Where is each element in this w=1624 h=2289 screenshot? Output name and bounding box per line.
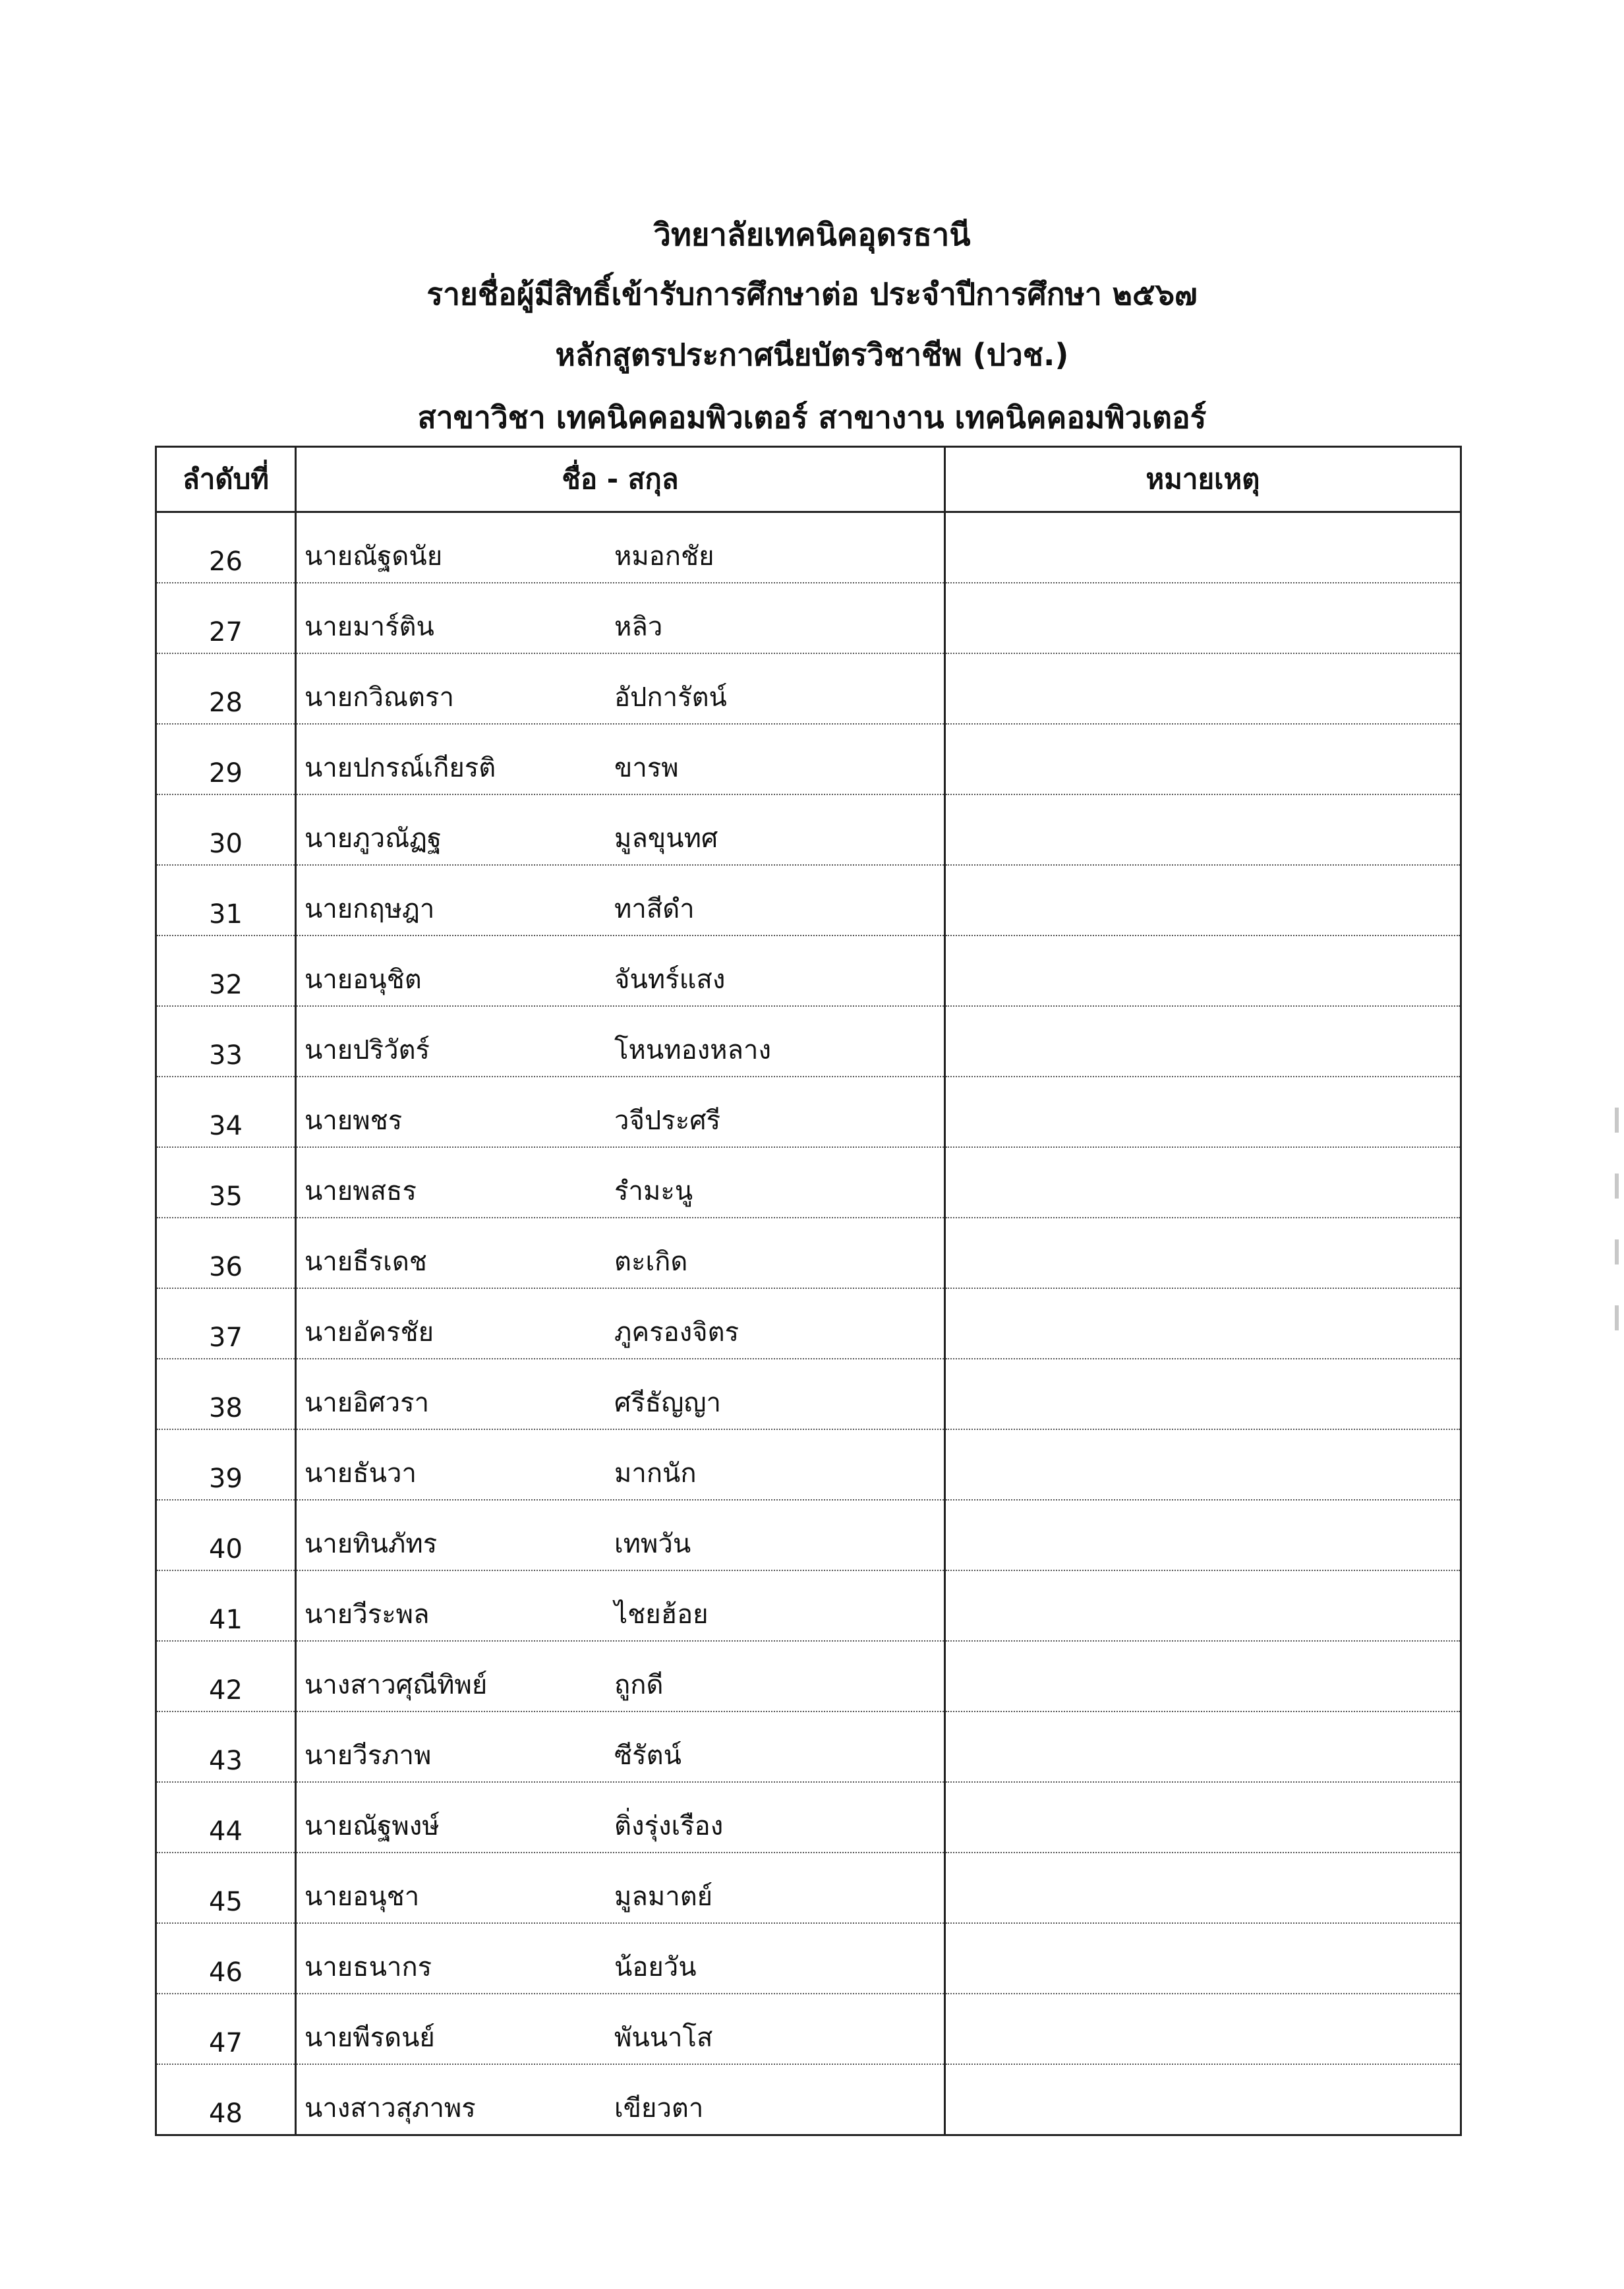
student-roster-table [155,446,1462,2136]
last-name: หลิว [614,612,663,642]
institution-title: วิทยาลัยเทคนิคอุดรธานี [653,217,971,253]
last-name: ซีรัตน์ [614,1740,682,1771]
row-number: 27 [156,583,296,653]
row-full-name [296,2064,945,2135]
row-number: 48 [156,2064,296,2135]
row-note [945,936,1461,1006]
table-row [156,1641,1461,1711]
last-name: มูลขุนทศ [614,823,718,854]
row-note [945,1359,1461,1429]
row-full-name [296,724,945,794]
row-note [945,1218,1461,1288]
row-number: 29 [156,724,296,794]
row-full-name [296,1500,945,1570]
first-name: นายพสธร [304,1176,417,1206]
row-note [945,512,1461,583]
last-name: หมอกชัย [614,541,714,572]
table-row [156,1711,1461,1782]
first-name: นายวีรภาพ [304,1740,432,1771]
row-full-name [296,1429,945,1500]
header-note: หมายเหตุ [945,447,1461,512]
table-row [156,1782,1461,1853]
table-row [156,1359,1461,1429]
row-note [945,1782,1461,1853]
first-name: นายภูวณัฏฐ [304,823,442,854]
last-name: มูลมาตย์ [614,1882,713,1912]
last-name: มากนัก [614,1458,697,1489]
row-full-name [296,1782,945,1853]
first-name: นายพชร [304,1106,403,1136]
last-name: จันทร์แสง [614,965,726,995]
row-note [945,1077,1461,1147]
first-name: นายมาร์ติน [304,612,434,642]
table-row [156,653,1461,724]
row-full-name [296,1077,945,1147]
row-number: 32 [156,936,296,1006]
first-name: นายกฤษฎา [304,894,435,924]
row-full-name [296,865,945,936]
first-name: นายวีระพล [304,1599,430,1630]
scan-edge-marks [1615,1108,1620,1371]
table-row [156,936,1461,1006]
row-note [945,1006,1461,1077]
table-body [156,512,1461,2135]
row-note [945,1711,1461,1782]
row-number: 33 [156,1006,296,1077]
first-name: นายอนุชา [304,1882,420,1912]
first-name: นายอัครชัย [304,1317,434,1348]
row-number: 44 [156,1782,296,1853]
row-note [945,1923,1461,1994]
row-number: 45 [156,1853,296,1923]
row-number: 41 [156,1570,296,1641]
row-full-name [296,1570,945,1641]
table-row [156,1288,1461,1359]
first-name: นายพีรดนย์ [304,2023,435,2053]
table-row [156,1077,1461,1147]
first-name: นายกวิณตรา [304,682,454,713]
table-row [156,1429,1461,1500]
row-note [945,1853,1461,1923]
first-name: นายอนุชิต [304,965,422,995]
row-full-name [296,1923,945,1994]
last-name: น้อยวัน [614,1952,697,1982]
last-name: ถูกดี [614,1670,664,1700]
table-row [156,1500,1461,1570]
scan-mark [1615,1305,1619,1330]
row-note [945,865,1461,936]
last-name: โหนทองหลาง [614,1035,771,1065]
first-name: นายธนากร [304,1952,432,1982]
row-full-name [296,1359,945,1429]
row-full-name [296,1288,945,1359]
table-row [156,724,1461,794]
last-name: เขียวตา [614,2093,704,2124]
last-name: อัปการัตน์ [614,682,727,713]
last-name: ติ่งรุ่งเรือง [614,1811,724,1841]
row-note [945,1641,1461,1711]
table-row [156,1218,1461,1288]
scan-mark [1615,1174,1619,1199]
row-note [945,1288,1461,1359]
row-full-name [296,1853,945,1923]
row-full-name [296,1711,945,1782]
row-note [945,1570,1461,1641]
header-name: ชื่อ - สกุล [296,447,945,512]
first-name: นางสาวสุภาพร [304,2093,476,2124]
row-number: 31 [156,865,296,936]
row-number: 37 [156,1288,296,1359]
row-number: 39 [156,1429,296,1500]
row-number: 36 [156,1218,296,1288]
table-row [156,2064,1461,2135]
row-note [945,724,1461,794]
first-name: นางสาวศุณีทิพย์ [304,1670,488,1700]
row-number: 47 [156,1994,296,2064]
row-number: 35 [156,1147,296,1218]
major-title: สาขาวิชา เทคนิคคอมพิวเตอร์ สาขางาน เทคนิคคอมพิวเตอร์ [417,400,1207,435]
last-name: ภูครองจิตร [614,1317,740,1348]
table-row [156,512,1461,583]
table-row [156,1923,1461,1994]
scan-mark [1615,1108,1619,1133]
first-name: นายณัฐดนัย [304,541,443,572]
scan-mark [1615,1239,1619,1264]
table-row [156,1006,1461,1077]
program-title: หลักสูตรประกาศนียบัตรวิชาชีพ (ปวช.) [555,337,1069,372]
row-note [945,583,1461,653]
row-number: 30 [156,794,296,865]
last-name: วจีประศรี [614,1106,721,1136]
last-name: ตะเกิด [614,1247,688,1277]
first-name: นายปริวัตร์ [304,1035,430,1065]
table-row [156,1853,1461,1923]
table-row [156,583,1461,653]
row-number: 42 [156,1641,296,1711]
row-number: 26 [156,512,296,583]
row-number: 28 [156,653,296,724]
first-name: นายอิศวรา [304,1388,430,1418]
last-name: เทพวัน [614,1529,691,1559]
row-number: 34 [156,1077,296,1147]
row-number: 46 [156,1923,296,1994]
first-name: นายปกรณ์เกียรติ [304,753,496,783]
last-name: พันนาโส [614,2023,713,2053]
first-name: นายทินภัทร [304,1529,438,1559]
last-name: ไชยฮ้อย [614,1599,709,1630]
row-full-name [296,512,945,583]
row-note [945,794,1461,865]
row-note [945,653,1461,724]
row-full-name [296,653,945,724]
row-number: 38 [156,1359,296,1429]
row-full-name [296,1147,945,1218]
first-name: นายณัฐพงษ์ [304,1811,440,1841]
row-note [945,1429,1461,1500]
first-name: นายธันวา [304,1458,417,1489]
row-note [945,1500,1461,1570]
last-name: ทาสีดำ [614,894,695,924]
row-full-name [296,936,945,1006]
table-row [156,794,1461,865]
last-name: ศรีธัญญา [614,1388,721,1418]
last-name: รำมะนู [614,1176,693,1206]
row-full-name [296,583,945,653]
table-row [156,865,1461,936]
row-full-name [296,794,945,865]
table-row [156,1994,1461,2064]
table-row [156,1147,1461,1218]
first-name: นายธีรเดช [304,1247,427,1277]
table-row [156,1570,1461,1641]
table-header-row [156,447,1461,512]
row-full-name [296,1218,945,1288]
row-number: 40 [156,1500,296,1570]
last-name: ขารพ [614,753,679,783]
header-no: ลำดับที่ [156,447,296,512]
row-full-name [296,1006,945,1077]
row-full-name [296,1641,945,1711]
document-subtitle: รายชื่อผู้มีสิทธิ์เข้ารับการศึกษาต่อ ประจำปีการศึกษา ๒๕๖๗ [426,276,1198,312]
row-note [945,1994,1461,2064]
row-note [945,1147,1461,1218]
row-full-name [296,1994,945,2064]
row-note [945,2064,1461,2135]
row-number: 43 [156,1711,296,1782]
